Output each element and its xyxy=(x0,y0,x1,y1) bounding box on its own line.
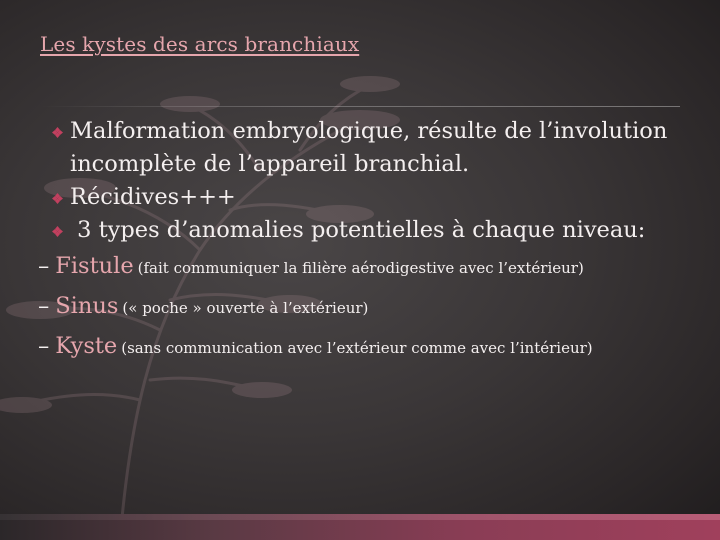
anomaly-type-kyste xyxy=(38,327,708,367)
diamond-bullet-icon xyxy=(52,127,63,138)
bullet-item xyxy=(38,181,708,214)
diamond-bullet-icon xyxy=(52,226,63,237)
anomaly-note: (« poche » ouverte à l’extérieur) xyxy=(122,299,369,317)
slide-title: Les kystes des arcs branchiaux xyxy=(40,32,360,56)
anomaly-term: Sinus xyxy=(55,293,119,319)
anomaly-term: Kyste xyxy=(55,333,118,359)
header-divider xyxy=(40,106,680,107)
footer-bar-highlight xyxy=(0,514,720,520)
bullet-text: Récidives+++ xyxy=(70,184,236,210)
bullet-item xyxy=(38,214,708,247)
bullet-text: Malformation embryologique, résulte de l’involution xyxy=(70,118,668,144)
bullet-text-continued: incomplète de l’appareil branchial. xyxy=(70,151,470,177)
anomaly-note: (sans communication avec l’extérieur comme avec l’intérieur) xyxy=(121,339,593,357)
anomaly-term: Fistule xyxy=(55,253,134,279)
dash-marker: – xyxy=(38,253,50,279)
anomaly-type-fistule xyxy=(38,247,708,287)
slide-content xyxy=(38,115,708,367)
anomaly-type-sinus xyxy=(38,287,708,327)
dash-marker: – xyxy=(38,333,50,359)
bullet-text: 3 types d’anomalies potentielles à chaque niveau: xyxy=(70,217,646,243)
footer-bar xyxy=(0,514,720,540)
dash-marker: – xyxy=(38,293,50,319)
diamond-bullet-icon xyxy=(52,193,63,204)
anomaly-note: (fait communiquer la filière aérodigestive avec l’extérieur) xyxy=(137,259,584,277)
bullet-item xyxy=(38,115,708,181)
